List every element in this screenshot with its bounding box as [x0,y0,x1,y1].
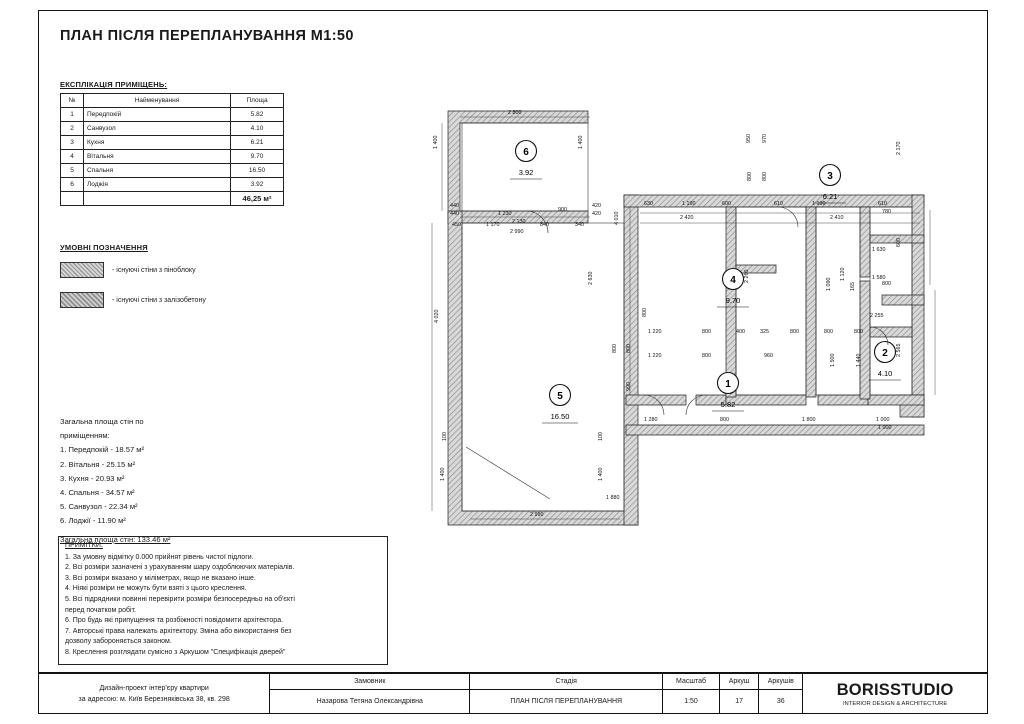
svg-text:610: 610 [878,201,887,207]
svg-text:2 255: 2 255 [870,313,884,319]
wall-areas-list [60,415,170,547]
svg-text:440: 440 [450,211,459,217]
svg-text:100: 100 [442,432,448,441]
note-item: перед початком робіт. [65,606,136,614]
room-area: 5.82 [720,400,736,409]
row-area: 6.21 [231,136,284,150]
row-no: 3 [61,136,84,150]
row-area: 4.10 [231,122,284,136]
svg-text:900: 900 [558,207,567,213]
note-item: 3. Всі розміри вказано у міліметрах, якщо не вказано інше. [65,574,256,582]
wall-area-item: 2. Вітальня - 25.15 м² [60,459,136,469]
wall-area-item: 5. Санвузол - 22.34 м² [60,502,138,512]
svg-text:1 230: 1 230 [498,211,512,217]
svg-text:960: 960 [764,353,773,359]
svg-text:1 400: 1 400 [578,135,584,149]
svg-text:840: 840 [540,222,549,228]
svg-text:1 630: 1 630 [872,247,886,253]
room-number: 2 [882,348,888,359]
svg-text:2 420: 2 420 [680,215,694,221]
svg-text:800: 800 [702,353,711,359]
row-area: 9.70 [231,150,284,164]
row-name: Спальня [84,164,231,178]
brand-name: BORISSTUDIO [836,680,954,699]
room-number: 6 [523,147,529,158]
svg-text:2 630: 2 630 [588,271,594,285]
table-row [61,122,284,136]
svg-text:420: 420 [592,203,601,209]
row-no: 6 [61,178,84,192]
table-row [61,178,284,192]
row-name: Передпокій [84,108,231,122]
stage-value: ПЛАН ПІСЛЯ ПЕРЕПЛАНУВАННЯ [470,690,663,714]
customer-header: Замовник [270,674,470,690]
svg-text:325: 325 [760,329,769,335]
svg-text:800: 800 [626,344,632,353]
table-row [61,150,284,164]
col-area: Площа [231,94,284,108]
project-line-1: Дизайн-проект інтер'єру квартири [99,684,209,692]
svg-text:1 190: 1 190 [682,201,696,207]
svg-text:800: 800 [747,172,753,181]
legend-label: - існуючі стіни з залізобетону [112,296,206,304]
svg-text:600: 600 [896,238,902,247]
svg-text:1 220: 1 220 [648,329,662,335]
legend-item [60,292,206,308]
room-number: 3 [827,171,833,182]
row-no: 4 [61,150,84,164]
room-number: 5 [557,391,563,402]
table-total-row [61,192,284,206]
svg-text:970: 970 [762,134,768,143]
svg-text:990: 990 [626,382,632,391]
svg-text:950: 950 [746,134,752,143]
table-header-row [61,94,284,108]
svg-text:800: 800 [702,329,711,335]
svg-text:800: 800 [720,417,729,423]
floor-plan [430,95,950,540]
row-name: Санвузол [84,122,231,136]
svg-text:440: 440 [450,203,459,209]
row-no: 2 [61,122,84,136]
svg-text:800: 800 [854,329,863,335]
svg-text:1 120: 1 120 [840,267,846,281]
svg-text:800: 800 [612,344,618,353]
note-item: 5. Всі підрядники повинні перевірити розміри безпосередньо на об'єкті [65,595,295,603]
table-row [61,108,284,122]
customer-value: Назарова Тетяна Олександрівна [270,690,470,714]
note-item: 8. Креслення розглядати сумісно з Аркушом "Специфікація дверей" [65,648,286,656]
room-area: 3.92 [518,168,534,177]
wall-areas-heading-1: Загальна площа стін по [60,417,144,426]
svg-text:800: 800 [790,329,799,335]
svg-text:450: 450 [452,222,461,228]
svg-text:1 400: 1 400 [440,467,446,481]
svg-text:420: 420 [592,211,601,217]
svg-text:4 020: 4 020 [434,309,440,323]
svg-text:1 580: 1 580 [872,275,886,281]
scale-header: Масштаб [663,674,720,690]
svg-text:2 990: 2 990 [530,512,544,518]
svg-text:1 440: 1 440 [856,353,862,367]
notes-box [58,536,388,665]
room-outlines [462,123,912,511]
project-info [39,674,270,714]
row-area: 5.82 [231,108,284,122]
legend-heading: УМОВНІ ПОЗНАЧЕННЯ [60,243,148,252]
svg-text:800: 800 [762,172,768,181]
svg-text:630: 630 [644,201,653,207]
wall-areas-heading-2: приміщенням: [60,431,110,441]
explication-heading: ЕКСПЛІКАЦІЯ ПРИМІЩЕНЬ: [60,80,168,89]
room-area: 9.70 [725,296,741,305]
room-number: 1 [725,379,731,390]
svg-text:800: 800 [882,281,891,287]
note-item: 4. Ніякі розміри не можуть бути взяті з цього креслення. [65,585,247,593]
door-symbols [466,207,888,499]
svg-text:1 880: 1 880 [606,495,620,501]
explication-table [60,93,284,206]
sheet-header: Аркуш [719,674,759,690]
legend [60,262,206,322]
row-no: 1 [61,108,84,122]
note-item: 1. За умовну відмітку 0.000 прийнят рівень чистої підлоги. [65,553,254,561]
table-row [61,136,284,150]
svg-text:1 000: 1 000 [878,425,892,431]
scale-value: 1:50 [663,690,720,714]
svg-text:800: 800 [824,329,833,335]
svg-text:1 500: 1 500 [830,353,836,367]
total-area: 46,25 м² [231,192,284,206]
brand-block [803,674,988,714]
svg-text:2 565: 2 565 [896,343,902,357]
svg-text:100: 100 [598,432,604,441]
svg-text:1 190: 1 190 [812,201,826,207]
wall-area-item: 3. Кухня - 20.93 м² [60,473,125,483]
svg-text:2 990: 2 990 [510,229,524,235]
notes-heading: ПРИМІТКИ: [65,542,103,549]
sheet-value: 17 [719,690,759,714]
wall-block-swatch [60,262,104,278]
svg-text:2 130: 2 130 [512,219,526,225]
project-line-2: за адресою: м. Київ Березняківська 38, кв. 298 [78,695,230,703]
svg-text:1 400: 1 400 [433,135,439,149]
row-name: Кухня [84,136,231,150]
room-number: 4 [730,275,736,286]
svg-text:2 170: 2 170 [896,141,902,155]
wall-concrete-swatch [60,292,104,308]
wall-area-item: 4. Спальня - 34.57 м² [60,488,135,498]
legend-item [60,262,206,278]
sheets-header: Аркушів [759,674,803,690]
sheets-value: 36 [759,690,803,714]
page-title: ПЛАН ПІСЛЯ ПЕРЕПЛАНУВАННЯ М1:50 [60,28,354,44]
svg-text:610: 610 [774,201,783,207]
row-name: Лоджія [84,178,231,192]
col-no: № [61,94,84,108]
room-area: 16.50 [550,412,570,421]
room-area: 4.10 [877,369,893,378]
svg-text:165: 165 [850,282,856,291]
row-area: 16.50 [231,164,284,178]
svg-text:340: 340 [575,222,584,228]
svg-text:1 400: 1 400 [598,467,604,481]
table-row [61,164,284,178]
row-area: 3.92 [231,178,284,192]
svg-text:600: 600 [722,201,731,207]
row-no: 5 [61,164,84,178]
room-area: 6.21 [822,192,838,201]
svg-text:2 800: 2 800 [508,110,522,116]
col-name: Найменування [84,94,231,108]
svg-text:780: 780 [882,209,891,215]
title-block [38,672,988,714]
svg-text:2 260: 2 260 [744,269,750,283]
svg-text:1 090: 1 090 [826,277,832,291]
brand-subtitle: INTERIOR DESIGN & ARCHITECTURE [842,700,948,707]
svg-text:400: 400 [736,329,745,335]
wall-area-item: 1. Передпокій - 18.57 м² [60,445,145,455]
svg-text:1 220: 1 220 [648,353,662,359]
dimension-lines [432,117,935,519]
svg-text:1 280: 1 280 [644,417,658,423]
svg-text:4 010: 4 010 [614,211,620,225]
svg-text:1 000: 1 000 [876,417,890,423]
note-item: 7. Авторські права належать архітектору. Зміна або використання без [65,627,292,635]
note-item: 6. Про будь які припущення та розбіжності повідомити архітектора. [65,617,284,625]
row-name: Вітальня [84,150,231,164]
note-item: 2. Всі розміри зазначені з урахуванням шару оздоблюючих матеріалів. [65,564,295,572]
stage-header: Стадія [470,674,663,690]
svg-text:1 800: 1 800 [802,417,816,423]
note-item: дозволу забороняється законом. [65,638,172,646]
svg-text:1 170: 1 170 [486,222,500,228]
legend-label: - існуючі стіни з піноблоку [112,266,196,274]
svg-text:800: 800 [642,308,648,317]
wall-areas-total: Загальна площа стін: 133.46 м² [60,534,171,544]
svg-text:2 410: 2 410 [830,215,844,221]
wall-area-item: 6. Лоджії - 11.90 м² [60,516,126,526]
